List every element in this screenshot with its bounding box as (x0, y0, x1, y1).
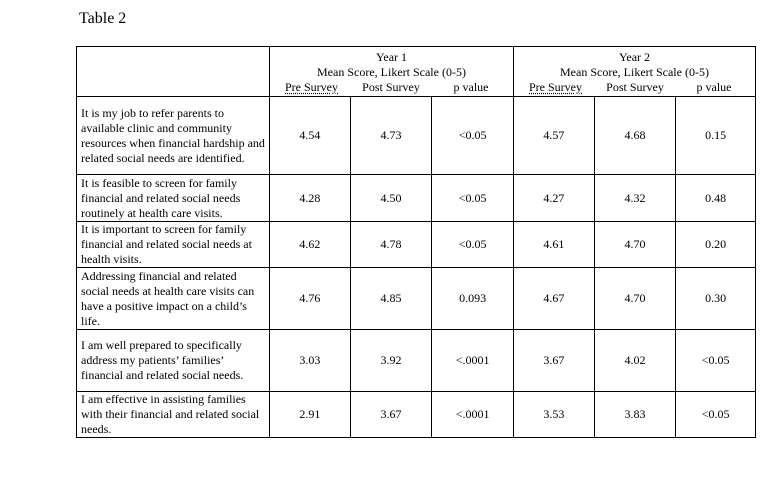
value-cell: <.0001 (432, 330, 514, 392)
value-cell: 3.67 (350, 392, 432, 438)
year2-label: Year 2 (618, 50, 651, 64)
value-cell: 2.91 (270, 392, 351, 438)
value-cell: <.0001 (432, 392, 514, 438)
year1-scale-label: Mean Score, Likert Scale (0-5) (317, 65, 466, 79)
statement-cell: It is important to screen for family financial and related social needs at health visits. (77, 222, 270, 268)
value-cell: 3.67 (514, 330, 595, 392)
year1-header (270, 47, 514, 97)
statement-cell: It is my job to refer parents to available clinic and community resources when financial hardship and related social needs are identified. (77, 97, 270, 175)
survey-results-table (76, 46, 756, 438)
value-cell: 0.093 (432, 268, 514, 330)
header-blank-cell (77, 47, 270, 97)
table-row (77, 222, 756, 268)
value-cell: <0.05 (676, 392, 756, 438)
value-cell: 4.67 (514, 268, 595, 330)
value-cell: <0.05 (432, 175, 514, 222)
table-row (77, 330, 756, 392)
year2-header (514, 47, 756, 97)
table-row (77, 97, 756, 175)
value-cell: 3.03 (270, 330, 351, 392)
statement-cell: I am effective in assisting families with their financial and related social needs. (77, 392, 270, 438)
value-cell: 4.85 (350, 268, 432, 330)
col-y1-pre: Pre Survey (285, 80, 338, 94)
statement-cell: I am well prepared to specifically address my patients’ families’ financial and related social needs. (77, 330, 270, 392)
header-row (77, 47, 756, 97)
value-cell: 4.32 (594, 175, 676, 222)
value-cell: 3.92 (350, 330, 432, 392)
value-cell: 4.70 (594, 222, 676, 268)
table-row (77, 392, 756, 438)
col-y2-pre: Pre Survey (529, 80, 582, 94)
col-y1-post: Post Survey (362, 80, 420, 94)
value-cell: 4.50 (350, 175, 432, 222)
value-cell: 4.68 (594, 97, 676, 175)
value-cell: 3.53 (514, 392, 595, 438)
value-cell: <0.05 (432, 222, 514, 268)
table-row (77, 175, 756, 222)
statement-cell: It is feasible to screen for family financial and related social needs routinely at health care visits. (77, 175, 270, 222)
value-cell: 0.20 (676, 222, 756, 268)
value-cell: 4.27 (514, 175, 595, 222)
table-caption: Table 2 (79, 10, 127, 27)
table-row (77, 268, 756, 330)
statement-cell: Addressing financial and related social needs at health care visits can have a positive impact on a child’s life. (77, 268, 270, 330)
year1-label: Year 1 (375, 50, 408, 64)
value-cell: 0.30 (676, 268, 756, 330)
value-cell: 4.28 (270, 175, 351, 222)
value-cell: <0.05 (676, 330, 756, 392)
col-y2-p: p value (696, 80, 732, 94)
value-cell: 0.48 (676, 175, 756, 222)
value-cell: 3.83 (594, 392, 676, 438)
value-cell: 4.62 (270, 222, 351, 268)
col-y2-post: Post Survey (606, 80, 664, 94)
value-cell: 4.78 (350, 222, 432, 268)
value-cell: 4.70 (594, 268, 676, 330)
value-cell: 4.02 (594, 330, 676, 392)
value-cell: 4.54 (270, 97, 351, 175)
value-cell: 0.15 (676, 97, 756, 175)
value-cell: 4.73 (350, 97, 432, 175)
year2-scale-label: Mean Score, Likert Scale (0-5) (560, 65, 709, 79)
value-cell: 4.57 (514, 97, 595, 175)
value-cell: <0.05 (432, 97, 514, 175)
col-y1-p: p value (453, 80, 489, 94)
value-cell: 4.61 (514, 222, 595, 268)
value-cell: 4.76 (270, 268, 351, 330)
